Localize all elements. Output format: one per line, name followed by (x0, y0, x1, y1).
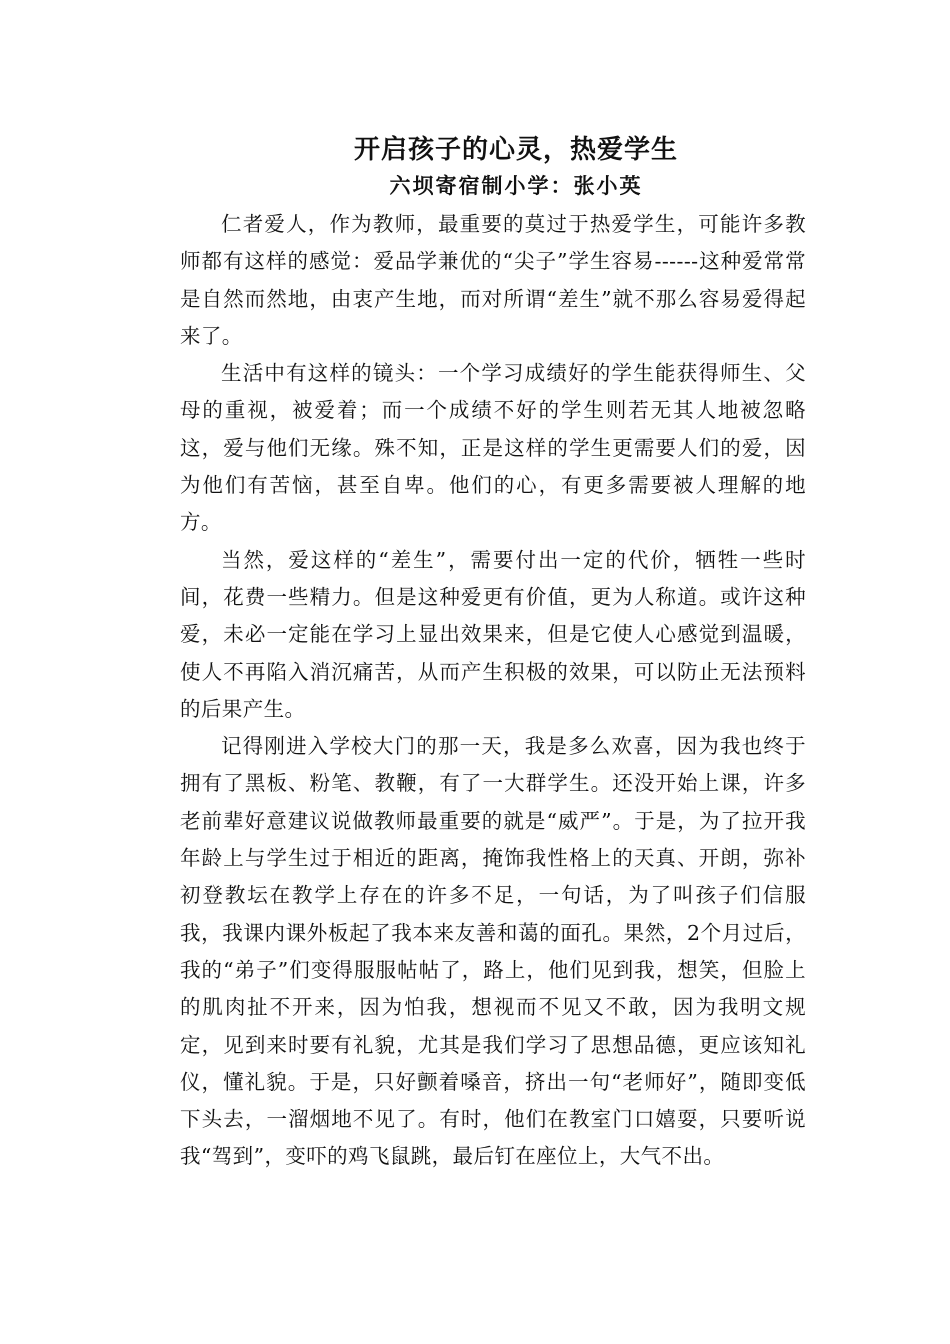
paragraph-3: 当然，爱这样的“差生”，需要付出一定的代价，牺牲一些时间，花费一些精力。但是这种爱更有价值，更为人称道。或许这种爱，未必一定能在学习上显出效果来，但是它使人心感觉到温暖，使人不再陷入消沉痛苦，从而产生积极的效果，可以防止无法预料的后果产生。 (180, 547, 806, 721)
paragraph-1: 仁者爱人，作为教师，最重要的莫过于热爱学生，可能许多教师都有这样的感觉：爱品学兼优的“尖子”学生容易------这种爱常常是自然而然地，由衷产生地，而对所谓“差生”就不那么容易爱得起来了。 (180, 212, 806, 348)
author-line: 六坝寄宿制小学：张小英 (389, 173, 643, 198)
paragraph-4: 记得刚进入学校大门的那一天，我是多么欢喜，因为我也终于拥有了黑板、粉笔、教鞭，有了一大群学生。还没开始上课，许多老前辈好意建议说做教师最重要的就是“威严”。于是，为了拉开我年龄上与学生过于相近的距离，掩饰我性格上的天真、开朗，弥补初登教坛在教学上存在的许多不足，一句话，为了叫孩子们信服我，我课内课外板起了我本来友善和蔼的面孔。果然，2个月过后，我的“弟子”们变得服服帖帖了，路上，他们见到我，想笑，但脸上的肌肉扯不开来，因为怕我，想视而不见又不敢，因为我明文规定，见到来时要有礼貌，尤其是我们学习了思想品德，更应该知礼仪，懂礼貌。于是，只好颤着嗓音，挤出一句“老师好”，随即变低下头去，一溜烟地不见了。有时，他们在教室门口嬉耍，只要听说我“驾到”，变吓的鸡飞鼠跳，最后钉在座位上，大气不出。 (180, 734, 806, 1169)
document-title: 开启孩子的心灵，热爱学生 (353, 135, 678, 165)
paragraph-2: 生活中有这样的镜头：一个学习成绩好的学生能获得师生、父母的重视，被爱着；而一个成绩不好的学生则若无其人地被忽略这，爱与他们无缘。殊不知，正是这样的学生更需要人们的爱，因为他们有苦恼，甚至自卑。他们的心，有更多需要被人理解的地方。 (180, 361, 806, 535)
document-body (180, 206, 806, 1176)
